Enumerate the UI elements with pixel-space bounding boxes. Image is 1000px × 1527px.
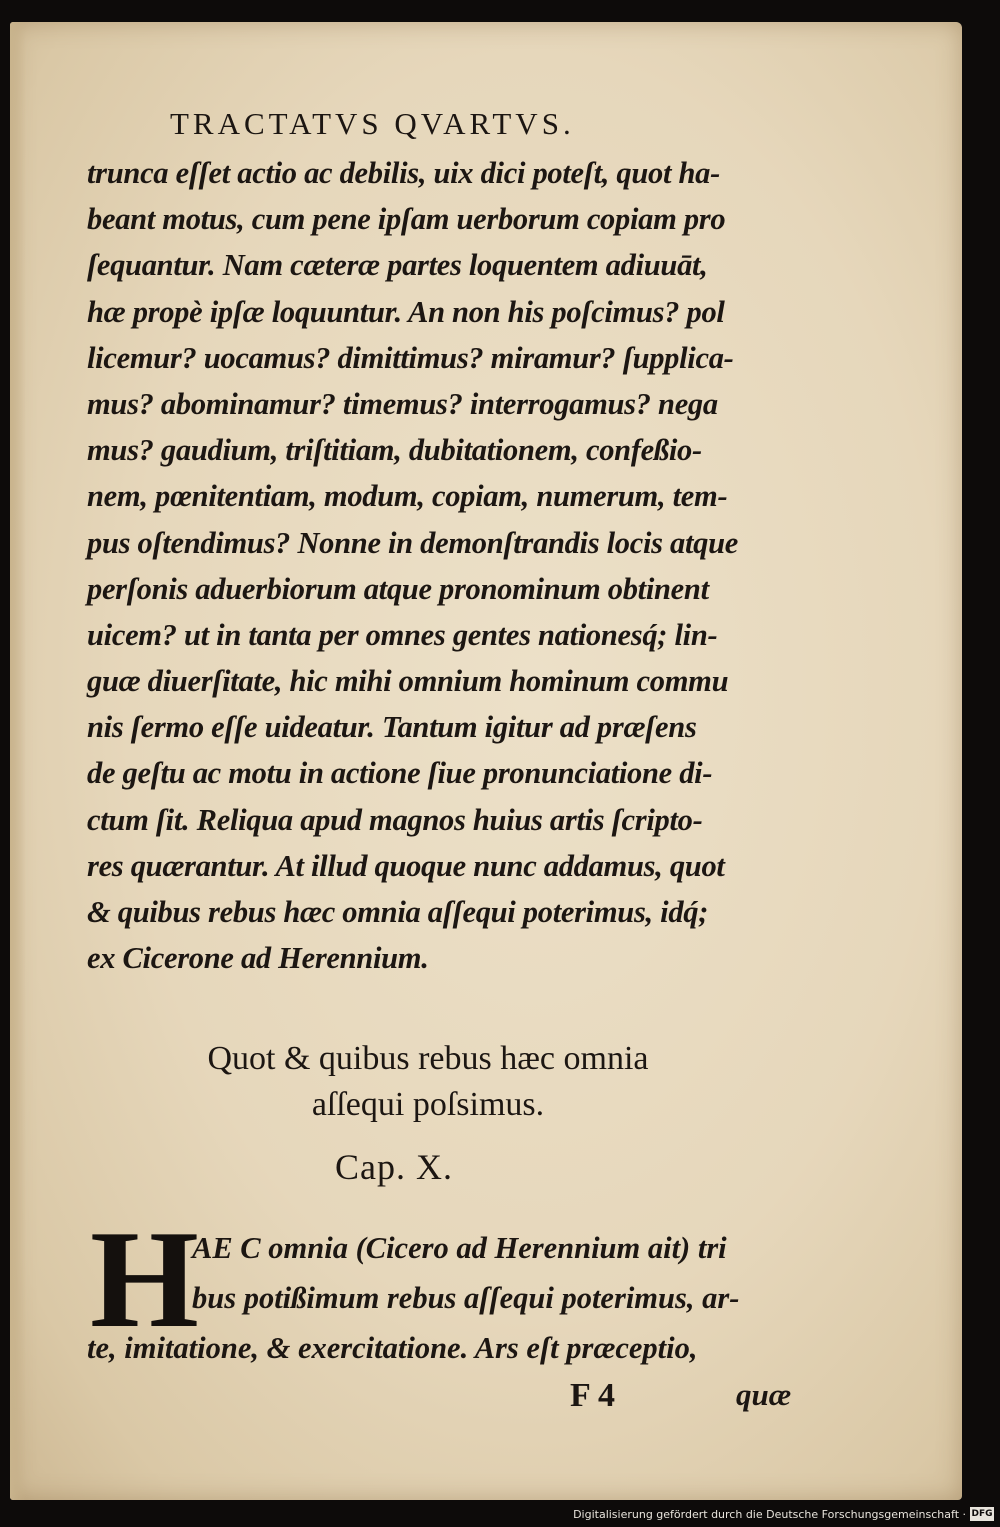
text-line: ſequantur. Nam cæteræ partes loquentem adiuuāt, bbox=[87, 248, 708, 283]
text-line: uicem? ut in tanta per omnes gentes nationesq́; lin- bbox=[87, 617, 718, 652]
dfg-logo: DFG bbox=[971, 1509, 993, 1519]
paragraph-full bbox=[87, 1323, 698, 1373]
text-line: beant motus, cum pene ipſam uerborum copiam pro bbox=[87, 202, 726, 237]
body-text bbox=[87, 150, 738, 981]
book-page bbox=[10, 22, 962, 1500]
text-line: pus oſtendimus? Nonne in demonſtrandis locis atque bbox=[87, 525, 739, 560]
chapter-title-line-1: Quot & quibus rebus hæc omnia bbox=[207, 1040, 649, 1077]
text-line: nem, pœnitentiam, modum, copiam, numerum, tem- bbox=[87, 479, 728, 514]
text-line: hæ propè ipſæ loquuntur. An non his poſcimus? pol bbox=[87, 294, 725, 329]
catchword: quæ bbox=[736, 1377, 792, 1412]
text-line: res quærantur. At illud quoque nunc addamus, quot bbox=[87, 848, 725, 883]
text-line: licemur? uocamus? dimittimus? miramur? ſupplica- bbox=[87, 340, 734, 375]
text-line: trunca eſſet actio ac debilis, uix dici poteſt, quot ha- bbox=[87, 156, 720, 190]
text-line: mus? gaudium, triſtitiam, dubitationem, confeßio- bbox=[87, 433, 702, 468]
text-line: bus potißimum rebus aſſequi poterimus, ar- bbox=[192, 1281, 740, 1315]
chapter-title-line-2: aſſequi poſsimus. bbox=[311, 1086, 545, 1123]
chapter-number: Cap. X. bbox=[335, 1147, 453, 1187]
paragraph-indented bbox=[192, 1223, 739, 1323]
text-line: guæ diuerſitate, hic mihi omnium hominum commu bbox=[87, 664, 729, 699]
text-line: mus? abominamur? timemus? interrogamus? nega bbox=[87, 386, 718, 421]
digitization-credit: Digitalisierung gefördert durch die Deutsche Forschungsgemeinschaft · bbox=[573, 1508, 966, 1521]
signature-mark: F 4 bbox=[570, 1377, 616, 1414]
drop-cap-initial: H bbox=[90, 1202, 199, 1357]
text-line: perſonis aduerbiorum atque pronominum obtinent bbox=[87, 571, 709, 606]
text-line: AE C omnia (Cicero ad Herennium ait) tri bbox=[192, 1231, 727, 1265]
text-line: & quibus rebus hæc omnia aſſequi poterimus, idq́; bbox=[87, 895, 709, 929]
text-line: ctum ſit. Reliqua apud magnos huius artis ſcripto- bbox=[87, 802, 703, 837]
text-line: ex Cicerone ad Herennium. bbox=[87, 941, 429, 976]
text-line: de geſtu ac motu in actione ſiue pronunciatione di- bbox=[87, 756, 713, 791]
text-line: nis ſermo eſſe uideatur. Tantum igitur ad præſens bbox=[87, 710, 697, 745]
text-line: te, imitatione, & exercitatione. Ars eſt præceptio, bbox=[87, 1331, 698, 1365]
running-head: TRACTATVS QVARTVS. bbox=[170, 106, 575, 141]
page-edge-shadow bbox=[10, 22, 26, 1500]
